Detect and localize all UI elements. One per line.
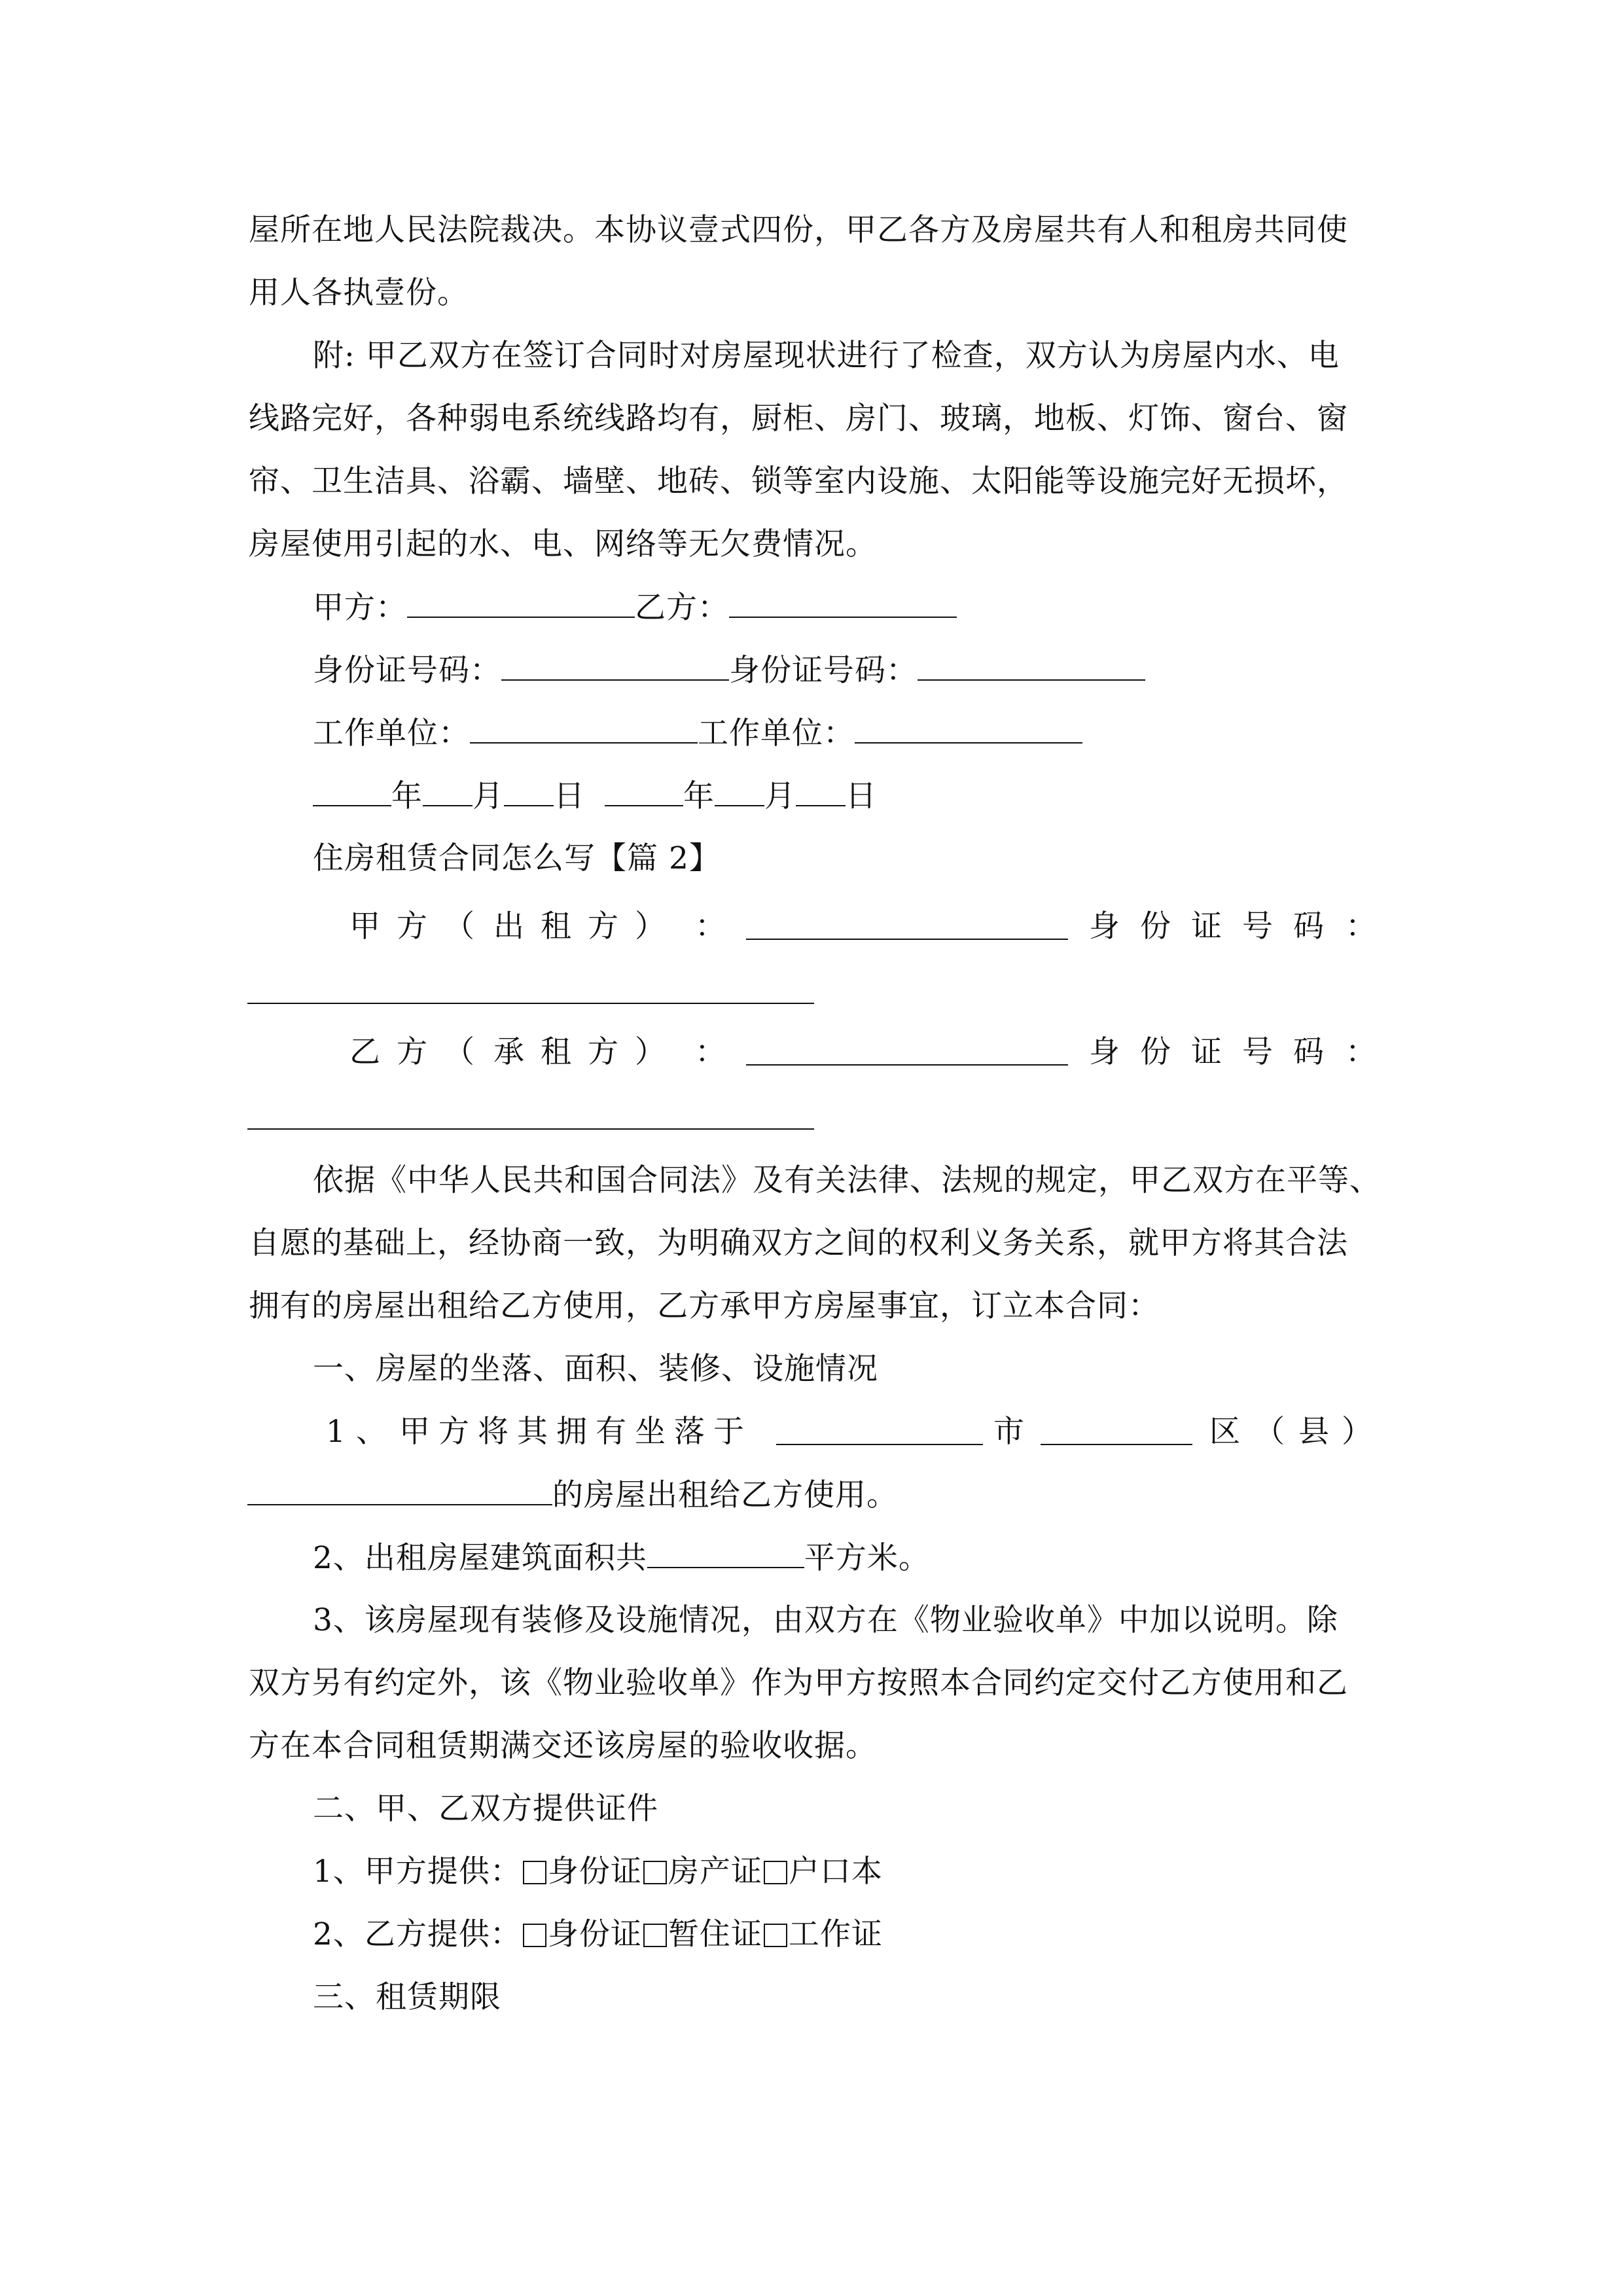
party-b-char: ： xyxy=(695,1034,726,1070)
sign-party-line xyxy=(313,588,957,628)
party-a-char: （ xyxy=(444,908,474,944)
label-yi: 乙方： xyxy=(635,590,729,626)
item1-char: 将 xyxy=(478,1414,508,1450)
party-b-char: ） xyxy=(635,1034,666,1070)
party-b-char: 租 xyxy=(541,1034,571,1070)
date-month-label: 月 xyxy=(473,778,504,814)
blank-field xyxy=(647,1538,804,1568)
blank-field xyxy=(247,1128,814,1130)
sign-id-line xyxy=(313,651,1145,691)
text-line: 房屋使用引起的水、电、网络等无欠费情况。 xyxy=(249,526,877,562)
item1-char: 区 xyxy=(1209,1414,1240,1450)
item1-char: 方 xyxy=(438,1414,469,1450)
item1-char: 于 xyxy=(713,1414,744,1450)
docs-option: 户口本 xyxy=(788,1854,883,1890)
docs-line-a xyxy=(313,1852,883,1892)
sign-date-line xyxy=(313,776,877,816)
party-a-char: ： xyxy=(695,908,726,944)
label-work: 工作单位： xyxy=(313,715,470,751)
checkbox[interactable] xyxy=(764,1924,787,1947)
party-b-char: （ xyxy=(444,1034,474,1070)
party-a-char: 出 xyxy=(493,908,524,944)
text-line: 用人各执壹份。 xyxy=(249,275,469,311)
item1-char: 县 xyxy=(1298,1414,1329,1450)
date-day-label: 日 xyxy=(845,778,877,814)
item1-tail-line xyxy=(247,1475,898,1515)
item1-char: （ xyxy=(1254,1414,1285,1450)
text-line: 屋所在地人民法院裁决。本协议壹式四份，甲乙各方及房屋共有人和租房共同使 xyxy=(249,212,1348,248)
id-char: 号 xyxy=(1242,1034,1273,1070)
id-char: 码 xyxy=(1293,908,1324,944)
blank-field xyxy=(605,776,683,806)
party-b-char: 承 xyxy=(493,1034,524,1070)
text-line: 3、该房屋现有装修及设施情况，由双方在《物业验收单》中加以说明。除 xyxy=(313,1602,1338,1638)
text-line: 拥有的房屋出租给乙方使用，乙方承甲方房屋事宜，订立本合同： xyxy=(249,1288,1160,1324)
blank-field xyxy=(504,776,554,806)
docs-option: 身份证 xyxy=(547,1916,642,1952)
party-a-line xyxy=(0,907,1623,946)
item1-char: 有 xyxy=(596,1414,626,1450)
clause-heading: 二、甲、乙双方提供证件 xyxy=(313,1791,658,1827)
date-year-label: 年 xyxy=(391,778,423,814)
id-char: ： xyxy=(1346,908,1376,944)
label-id: 身份证号码： xyxy=(313,653,501,689)
party-b-char: 方 xyxy=(397,1034,427,1070)
item1-char: ） xyxy=(1342,1414,1372,1450)
id-char: 份 xyxy=(1140,908,1171,944)
blank-field xyxy=(247,1475,552,1505)
id-char: 号 xyxy=(1242,908,1273,944)
party-a-char: ） xyxy=(635,908,666,944)
blank-field xyxy=(313,776,391,806)
blank-field xyxy=(776,1412,983,1445)
item2-post: 平方米。 xyxy=(804,1540,930,1576)
date-month-label: 月 xyxy=(764,778,796,814)
docs-option: 暂住证 xyxy=(668,1916,762,1952)
blank-field xyxy=(501,651,729,681)
id-char: ： xyxy=(1346,1034,1376,1070)
checkbox[interactable] xyxy=(523,1861,546,1884)
item1-line xyxy=(0,1412,1623,1452)
docs-option: 工作证 xyxy=(788,1916,883,1952)
blank-field xyxy=(746,1033,1068,1066)
party-b-char: 乙 xyxy=(349,1034,380,1070)
text-line: 线路完好，各种弱电系统线路均有，厨柜、房门、玻璃，地板、灯饰、窗台、窗 xyxy=(249,401,1348,437)
blank-field xyxy=(407,588,635,618)
docs-label: 2、乙方提供： xyxy=(313,1916,522,1952)
text-line: 帘、卫生洁具、浴霸、墙壁、地砖、锁等室内设施、太阳能等设施完好无损坏， xyxy=(249,463,1348,499)
text-line: 自愿的基础上，经协商一致，为明确双方之间的权利义务关系，就甲方将其合法 xyxy=(249,1225,1348,1261)
checkbox[interactable] xyxy=(764,1861,787,1884)
item1-tail: 的房屋出租给乙方使用。 xyxy=(552,1477,898,1513)
party-b-line xyxy=(0,1033,1623,1072)
item1-char: 其 xyxy=(517,1414,548,1450)
item1-char: 、 xyxy=(356,1414,387,1450)
blank-field xyxy=(918,651,1145,681)
item1-char: 坐 xyxy=(635,1414,666,1450)
item2-line xyxy=(313,1538,930,1578)
label-jia: 甲方： xyxy=(313,590,407,626)
blank-field xyxy=(715,776,764,806)
item1-city: 市 xyxy=(993,1414,1024,1450)
blank-field xyxy=(470,713,698,744)
id-char: 码 xyxy=(1293,1034,1324,1070)
sign-work-line xyxy=(313,713,1082,753)
docs-option: 身份证 xyxy=(547,1854,642,1890)
id-char: 证 xyxy=(1191,908,1222,944)
item2-pre: 2、出租房屋建筑面积共 xyxy=(313,1540,647,1576)
section-title: 住房租赁合同怎么写【篇 2】 xyxy=(313,840,721,876)
checkbox[interactable] xyxy=(523,1924,546,1947)
text-line: 附: 甲乙双方在签订合同时对房屋现状进行了检查，双方认为房屋内水、电 xyxy=(313,338,1340,374)
id-char: 身 xyxy=(1089,1034,1120,1070)
clause-heading: 三、租赁期限 xyxy=(313,1979,501,2015)
label-work: 工作单位： xyxy=(698,715,855,751)
blank-field xyxy=(1041,1412,1192,1445)
text-line: 依据《中华人民共和国合同法》及有关法律、法规的规定，甲乙双方在平等、 xyxy=(313,1162,1381,1198)
docs-line-b xyxy=(313,1915,883,1954)
date-year-label: 年 xyxy=(683,778,715,814)
id-char: 证 xyxy=(1191,1034,1222,1070)
checkbox[interactable] xyxy=(643,1924,667,1947)
text-line: 双方另有约定外，该《物业验收单》作为甲方按照本合同约定交付乙方使用和乙 xyxy=(249,1665,1348,1701)
item1-char: 落 xyxy=(674,1414,705,1450)
item1-char: 1 xyxy=(326,1414,346,1450)
docs-label: 1、甲方提供： xyxy=(313,1854,522,1890)
text-line: 方在本合同租赁期满交还该房屋的验收收据。 xyxy=(249,1728,877,1764)
checkbox[interactable] xyxy=(643,1861,667,1884)
blank-field xyxy=(423,776,473,806)
id-char: 身 xyxy=(1089,908,1120,944)
label-id: 身份证号码： xyxy=(729,653,918,689)
blank-field xyxy=(855,713,1082,744)
party-a-char: 方 xyxy=(397,908,427,944)
blank-field xyxy=(746,907,1068,940)
id-char: 份 xyxy=(1140,1034,1171,1070)
party-a-char: 甲 xyxy=(349,908,380,944)
item1-char: 拥 xyxy=(556,1414,587,1450)
party-a-char: 方 xyxy=(588,908,618,944)
party-a-char: 租 xyxy=(541,908,571,944)
blank-field xyxy=(796,776,846,806)
docs-option: 房产证 xyxy=(668,1854,762,1890)
clause-heading: 一、房屋的坐落、面积、装修、设施情况 xyxy=(313,1351,878,1387)
item1-char: 甲 xyxy=(399,1414,430,1450)
blank-field xyxy=(729,588,957,618)
party-b-char: 方 xyxy=(588,1034,618,1070)
blank-field xyxy=(247,1003,814,1004)
date-day-label: 日 xyxy=(554,778,585,814)
